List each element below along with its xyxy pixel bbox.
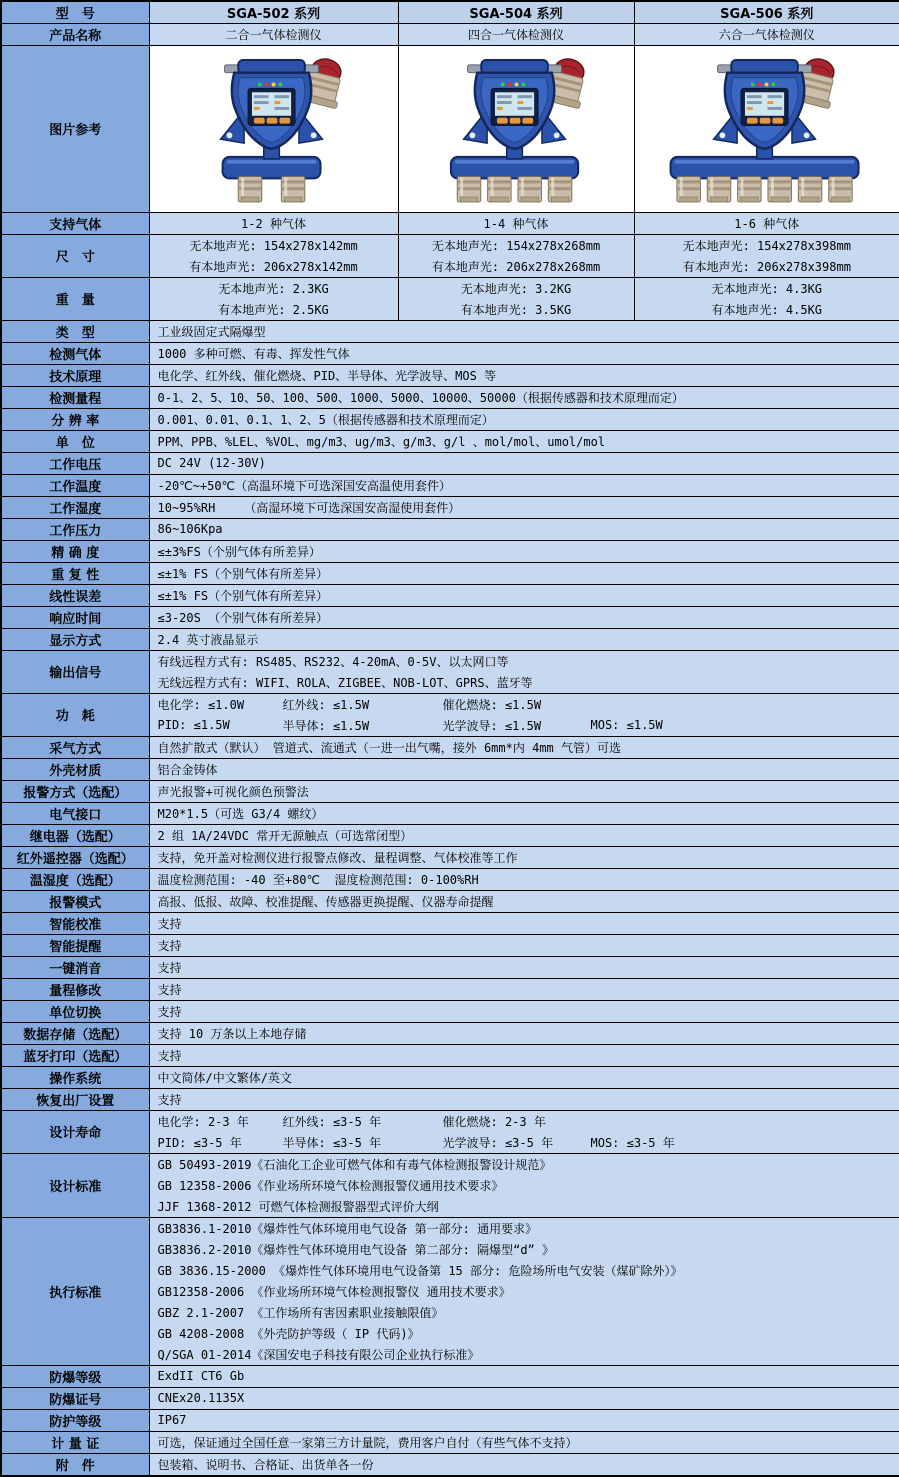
row-label-product: 产品名称 [1,23,149,45]
manifold-bar [671,157,859,179]
spec-row [1,824,899,846]
spec-row-value: 支持，免开盖对检测仪进行报警点修改、量程调整、气体校准等工作 [149,846,899,868]
spec-row [1,956,899,978]
spec-row [1,1365,899,1387]
weight-504: 无本地声光: 3.2KG 有本地声光: 3.5KG [398,277,634,320]
gas-detector-illustration [399,49,634,208]
spec-row-value: ExdII CT6 Gb [149,1365,899,1387]
spec-row [1,868,899,890]
spec-row-value: 电化学: ≤1.0W 红外线: ≤1.5W 催化燃烧: ≤1.5W PID: ≤1.5W 半导体: ≤1.5W 光学波导: ≤1.5W MOS: ≤1.5W [149,693,899,736]
product-name-row [1,23,899,45]
spec-row-value: GB3836.1-2010《爆炸性气体环境用电气设备 第一部分: 通用要求》 GB3836.2-2010《爆炸性气体环境用电气设备 第二部分: 隔爆型“d” 》 GB 3836.15-2000 《爆炸性气体环境用电气设备第 15 部分: 危险场所电气安装（煤矿除外）》 GB12358-2006 《作业场所环境气体检测报警仪 通用技术要求》 GBZ 2.1-2007 《工作场所有害因素职业接触限值》 GB 4208-2008 《外壳防护等级（ IP 代码)》 Q/SGA 01-2014《深国安电子科技有限公司企业执行标准》 [149,1217,899,1365]
spec-row-value: 工业级固定式隔爆型 [149,320,899,342]
spec-row-label: 报警方式（选配） [1,780,149,802]
spec-row [1,364,899,386]
spec-row [1,1217,899,1365]
spec-row-value: 声光报警+可视化颜色预警法 [149,780,899,802]
spec-row-value: 自然扩散式（默认） 管道式、流通式（一进一出气嘴，接外 6mm*内 4mm 气管）可选 [149,736,899,758]
spec-row-value: 支持 [149,1088,899,1110]
spec-row-value: 86~106Kpa [149,518,899,540]
size-504: 无本地声光: 154x278x268mm 有本地声光: 206x278x268mm [398,234,634,277]
spec-row [1,934,899,956]
spec-row-value: 支持 [149,956,899,978]
spec-row [1,1022,899,1044]
spec-row-label: 电气接口 [1,802,149,824]
row-label-model: 型 号 [1,1,149,23]
spec-row [1,430,899,452]
spec-row [1,1409,899,1431]
spec-row [1,1066,899,1088]
spec-row [1,736,899,758]
gas-detector-image-502 [150,46,398,212]
size-502: 无本地声光: 154x278x142mm 有本地声光: 206x278x142mm [149,234,398,277]
spec-row-label: 输出信号 [1,650,149,693]
spec-row-label: 操作系统 [1,1066,149,1088]
model-sga-506: SGA-506 系列 [634,1,899,23]
spec-row-label: 附 件 [1,1453,149,1476]
model-sga-504: SGA-504 系列 [398,1,634,23]
spec-row-label: 设计寿命 [1,1110,149,1153]
spec-row-value: ≤3-20S （个别气体有所差异） [149,606,899,628]
spec-row [1,890,899,912]
spec-row [1,386,899,408]
gases-502: 1-2 种气体 [149,212,398,234]
weight-502: 无本地声光: 2.3KG 有本地声光: 2.5KG [149,277,398,320]
sensor-cylinder [548,176,572,201]
gases-506: 1-6 种气体 [634,212,899,234]
spec-row [1,342,899,364]
sensor-cylinder [708,176,732,201]
model-sga-502: SGA-502 系列 [149,1,398,23]
row-label-gases: 支持气体 [1,212,149,234]
size-row [1,234,899,277]
spec-table-body [1,1,899,1476]
row-label-image: 图片参考 [1,45,149,212]
spec-row [1,452,899,474]
spec-row-label: 分 辨 率 [1,408,149,430]
spec-row [1,1453,899,1476]
spec-row-label: 重 复 性 [1,562,149,584]
spec-row-label: 执行标准 [1,1217,149,1365]
row-label-weight: 重 量 [1,277,149,320]
spec-row [1,693,899,736]
spec-row [1,650,899,693]
product-name-502: 二合一气体检测仪 [149,23,398,45]
spec-row [1,408,899,430]
spec-row-label: 检测气体 [1,342,149,364]
sensor-cylinder [768,176,792,201]
spec-row-label: 外壳材质 [1,758,149,780]
spec-row-value: 支持 [149,978,899,1000]
spec-row-value: 电化学: 2-3 年 红外线: ≤3-5 年 催化燃烧: 2-3 年 PID: ≤3-5 年 半导体: ≤3-5 年 光学波导: ≤3-5 年 MOS: ≤3-5 年 [149,1110,899,1153]
spec-row-label: 数据存储（选配） [1,1022,149,1044]
spec-row-value: 2 组 1A/24VDC 常开无源触点（可选常闭型） [149,824,899,846]
sensor-cylinder [238,176,262,201]
spec-row [1,496,899,518]
spec-row [1,758,899,780]
sensor-cylinder [799,176,823,201]
spec-row-label: 温湿度（选配） [1,868,149,890]
spec-row-label: 计 量 证 [1,1431,149,1453]
spec-row-value: 温度检测范围: -40 至+80℃ 湿度检测范围: 0-100%RH [149,868,899,890]
spec-row [1,1044,899,1066]
spec-row-label: 单 位 [1,430,149,452]
spec-row-value: 可选，保证通过全国任意一家第三方计量院，费用客户自付（有些气体不支持） [149,1431,899,1453]
spec-row-label: 恢复出厂设置 [1,1088,149,1110]
spec-row-value: 0.001、0.01、0.1、1、2、5（根据传感器和技术原理而定） [149,408,899,430]
product-name-506: 六合一气体检测仪 [634,23,899,45]
spec-row-value: 中文简体/中文繁体/英文 [149,1066,899,1088]
spec-row [1,540,899,562]
spec-row-label: 单位切换 [1,1000,149,1022]
spec-row-value: CNEx20.1135X [149,1387,899,1409]
gas-detector-illustration [649,49,884,208]
weight-row [1,277,899,320]
model-row [1,1,899,23]
spec-row [1,562,899,584]
detector-head [221,60,323,149]
spec-row-value: PPM、PPB、%LEL、%VOL、mg/m3、ug/m3、g/m3、g/l 、mol/mol、umol/mol [149,430,899,452]
spec-row-label: 线性误差 [1,584,149,606]
weight-506: 无本地声光: 4.3KG 有本地声光: 4.5KG [634,277,899,320]
spec-row-label: 防爆证号 [1,1387,149,1409]
spec-row-value: 包装箱、说明书、合格证、出货单各一份 [149,1453,899,1476]
spec-row-value: -20℃~+50℃（高温环境下可选深国安高温使用套件） [149,474,899,496]
spec-row [1,802,899,824]
spec-row-label: 防爆等级 [1,1365,149,1387]
spec-row-value: ≤±3%FS（个别气体有所差异） [149,540,899,562]
spec-row-label: 一键消音 [1,956,149,978]
sensor-cylinder [457,176,481,201]
spec-row-label: 采气方式 [1,736,149,758]
spec-row-label: 类 型 [1,320,149,342]
spec-row-value: 支持 [149,934,899,956]
gas-detector-illustration [156,49,391,208]
row-label-size: 尺 寸 [1,234,149,277]
spec-row [1,320,899,342]
spec-row-value: M20*1.5（可选 G3/4 螺纹） [149,802,899,824]
manifold-bar [450,157,577,179]
spec-row-value: 支持 10 万条以上本地存储 [149,1022,899,1044]
spec-row [1,584,899,606]
spec-row [1,780,899,802]
sensor-cylinder [677,176,701,201]
spec-row-label: 检测量程 [1,386,149,408]
spec-row-label: 功 耗 [1,693,149,736]
sensor-cylinder [281,176,304,201]
spec-row-label: 红外遥控器（选配） [1,846,149,868]
spec-row-value: 0-1、2、5、10、50、100、500、1000、5000、10000、50000（根据传感器和技术原理而定） [149,386,899,408]
sensor-cylinder [487,176,511,201]
gases-504: 1-4 种气体 [398,212,634,234]
spec-row [1,1000,899,1022]
spec-row-value: ≤±1% FS（个别气体有所差异） [149,584,899,606]
manifold-bar [223,157,321,179]
sensor-cylinder [517,176,541,201]
spec-row-label: 工作湿度 [1,496,149,518]
spec-row [1,1387,899,1409]
spec-row-value: 1000 多种可燃、有毒、挥发性气体 [149,342,899,364]
spec-row-value: 铝合金铸体 [149,758,899,780]
spec-row-label: 显示方式 [1,628,149,650]
spec-row-value: ≤±1% FS（个别气体有所差异） [149,562,899,584]
spec-row-label: 防护等级 [1,1409,149,1431]
spec-row-label: 继电器（选配） [1,824,149,846]
spec-row-label: 报警模式 [1,890,149,912]
spec-row [1,912,899,934]
spec-row [1,1088,899,1110]
spec-row-label: 精 确 度 [1,540,149,562]
spec-row-value: DC 24V (12-30V) [149,452,899,474]
spec-row [1,1153,899,1217]
spec-row-label: 智能提醒 [1,934,149,956]
spec-row [1,518,899,540]
spec-row-label: 工作压力 [1,518,149,540]
spec-row-value: 10~95%RH （高湿环境下可选深国安高湿使用套件） [149,496,899,518]
spec-row-value: GB 50493-2019《石油化工企业可燃气体和有毒气体检测报警设计规范》 GB 12358-2006《作业场所环境气体检测报警仪通用技术要求》 JJF 1368-2012 可燃气体检测报警器型式评价大纲 [149,1153,899,1217]
spec-row [1,846,899,868]
gases-row [1,212,899,234]
spec-row [1,628,899,650]
spec-row [1,606,899,628]
spec-row [1,474,899,496]
gas-detector-image-504 [399,46,634,212]
spec-row-value: 支持 [149,1044,899,1066]
spec-row-value: 高报、低报、故障、校准提醒、传感器更换提醒、仪器寿命提醒 [149,890,899,912]
spec-row-label: 工作温度 [1,474,149,496]
spec-row [1,978,899,1000]
spec-row [1,1431,899,1453]
spec-row [1,1110,899,1153]
detector-head [714,60,816,149]
product-name-504: 四合一气体检测仪 [398,23,634,45]
spec-row-value: 支持 [149,912,899,934]
spec-row-label: 量程修改 [1,978,149,1000]
image-row [1,45,899,212]
spec-row-label: 设计标准 [1,1153,149,1217]
detector-head [463,60,565,149]
spec-row-value: 有线远程方式有: RS485、RS232、4-20mA、0-5V、以太网口等 无线远程方式有: WIFI、ROLA、ZIGBEE、NOB-LOT、GPRS、蓝牙等 [149,650,899,693]
spec-row-value: 支持 [149,1000,899,1022]
spec-row-label: 工作电压 [1,452,149,474]
sensor-cylinder [738,176,762,201]
spec-row-value: 电化学、红外线、催化燃烧、PID、半导体、光学波导、MOS 等 [149,364,899,386]
spec-row-label: 智能校准 [1,912,149,934]
spec-row-value: 2.4 英寸液晶显示 [149,628,899,650]
spec-row-label: 技术原理 [1,364,149,386]
spec-row-value: IP67 [149,1409,899,1431]
size-506: 无本地声光: 154x278x398mm 有本地声光: 206x278x398mm [634,234,899,277]
sensor-cylinder [829,176,853,201]
spec-row-label: 响应时间 [1,606,149,628]
gas-detector-image-506 [635,46,899,212]
spec-row-label: 蓝牙打印（选配） [1,1044,149,1066]
